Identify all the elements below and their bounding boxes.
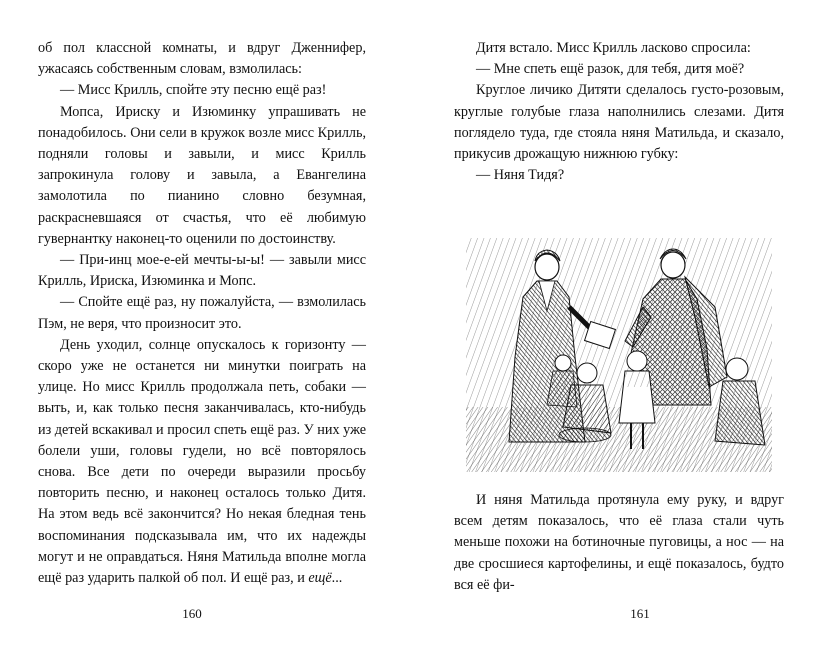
page-number: 161 [630, 606, 650, 621]
paragraph: — При-инц мое-е-ей мечты-ы-ы! — завыли мисс Крилль, Ириска, Изюминка и Мопс. [38, 252, 366, 290]
page-number: 160 [182, 606, 202, 621]
illustration [465, 237, 773, 473]
paragraph: И няня Матильда протянула ему руку, и вдруг всем детям показалось, что её глаза стали чуть меньше похожи на ботиночные пуговицы, а нос — на две сросшиеся картофелины, и ещё показалось, будто вся её фи- [454, 492, 784, 593]
italic-emphasis: ещё [308, 570, 332, 587]
paragraph-text: День уходил, солнце опускалось к горизонту — скоро уже не останется ни минутки поиграть на улице. Но мисс Крилль продолжала петь, собаки — выть, и, как только песня заканчивалась, кто-нибудь из детей вскакивал и просил спеть ещё раз. У них уже болели уши, головы гудели, но всё повторялось снова. Все дети по очереди выразили просьбу повторить песню, и наконец осталось только Дитя. На этом ведь всё закончится? Но некая бледная тень воспоминания подсказывала им, что их надежды могут и не оправдаться. Няня Матильда вполне могла ещё раз ударить палкой об пол. И ещё раз, и [38, 336, 366, 587]
paragraph: Дитя встало. Мисс Крилль ласково спросила: [476, 40, 751, 56]
ellipsis: ... [331, 570, 343, 587]
paragraph: — Няня Тидя? [476, 167, 565, 184]
paragraph-last [38, 335, 366, 589]
paragraph: — Спойте ещё раз, ну пожалуйста, — взмолилась Пэм, не веря, что произносит это. [38, 294, 366, 332]
paragraph: — Мне спеть ещё разок, для тебя, дитя моё? [476, 61, 745, 78]
right-page [410, 0, 820, 668]
right-page-text-bottom [454, 490, 784, 596]
right-page-text-top [454, 38, 784, 186]
paragraph: Круглое личико Дитяти сделалось густо-розовым, круглые голубые глаза наполнились слезами. Дитя поглядело туда, где стояла няня Матильда, и сказало, прикусив дрожащую нижнюю губку: [454, 82, 784, 163]
paragraph: Мопса, Ириску и Изюминку упрашивать не понадобилось. Они сели в кружок возле мисс Крилль, подняли головы и завыли, и мисс Крилль запрокинула голову и завыла, а Евангелина замолотила по пианино словно безумная, раскрасневшаяся от счастья, что её любимую гувернантку наконец-то оценили по достоинству. [38, 103, 366, 247]
left-page-text [38, 38, 366, 589]
paragraph: — Мисс Крилль, спойте эту песню ещё раз! [60, 82, 327, 99]
paragraph: об пол классной комнаты, и вдруг Дженнифер, ужасаясь собственным словам, взмолилась: [38, 40, 366, 78]
